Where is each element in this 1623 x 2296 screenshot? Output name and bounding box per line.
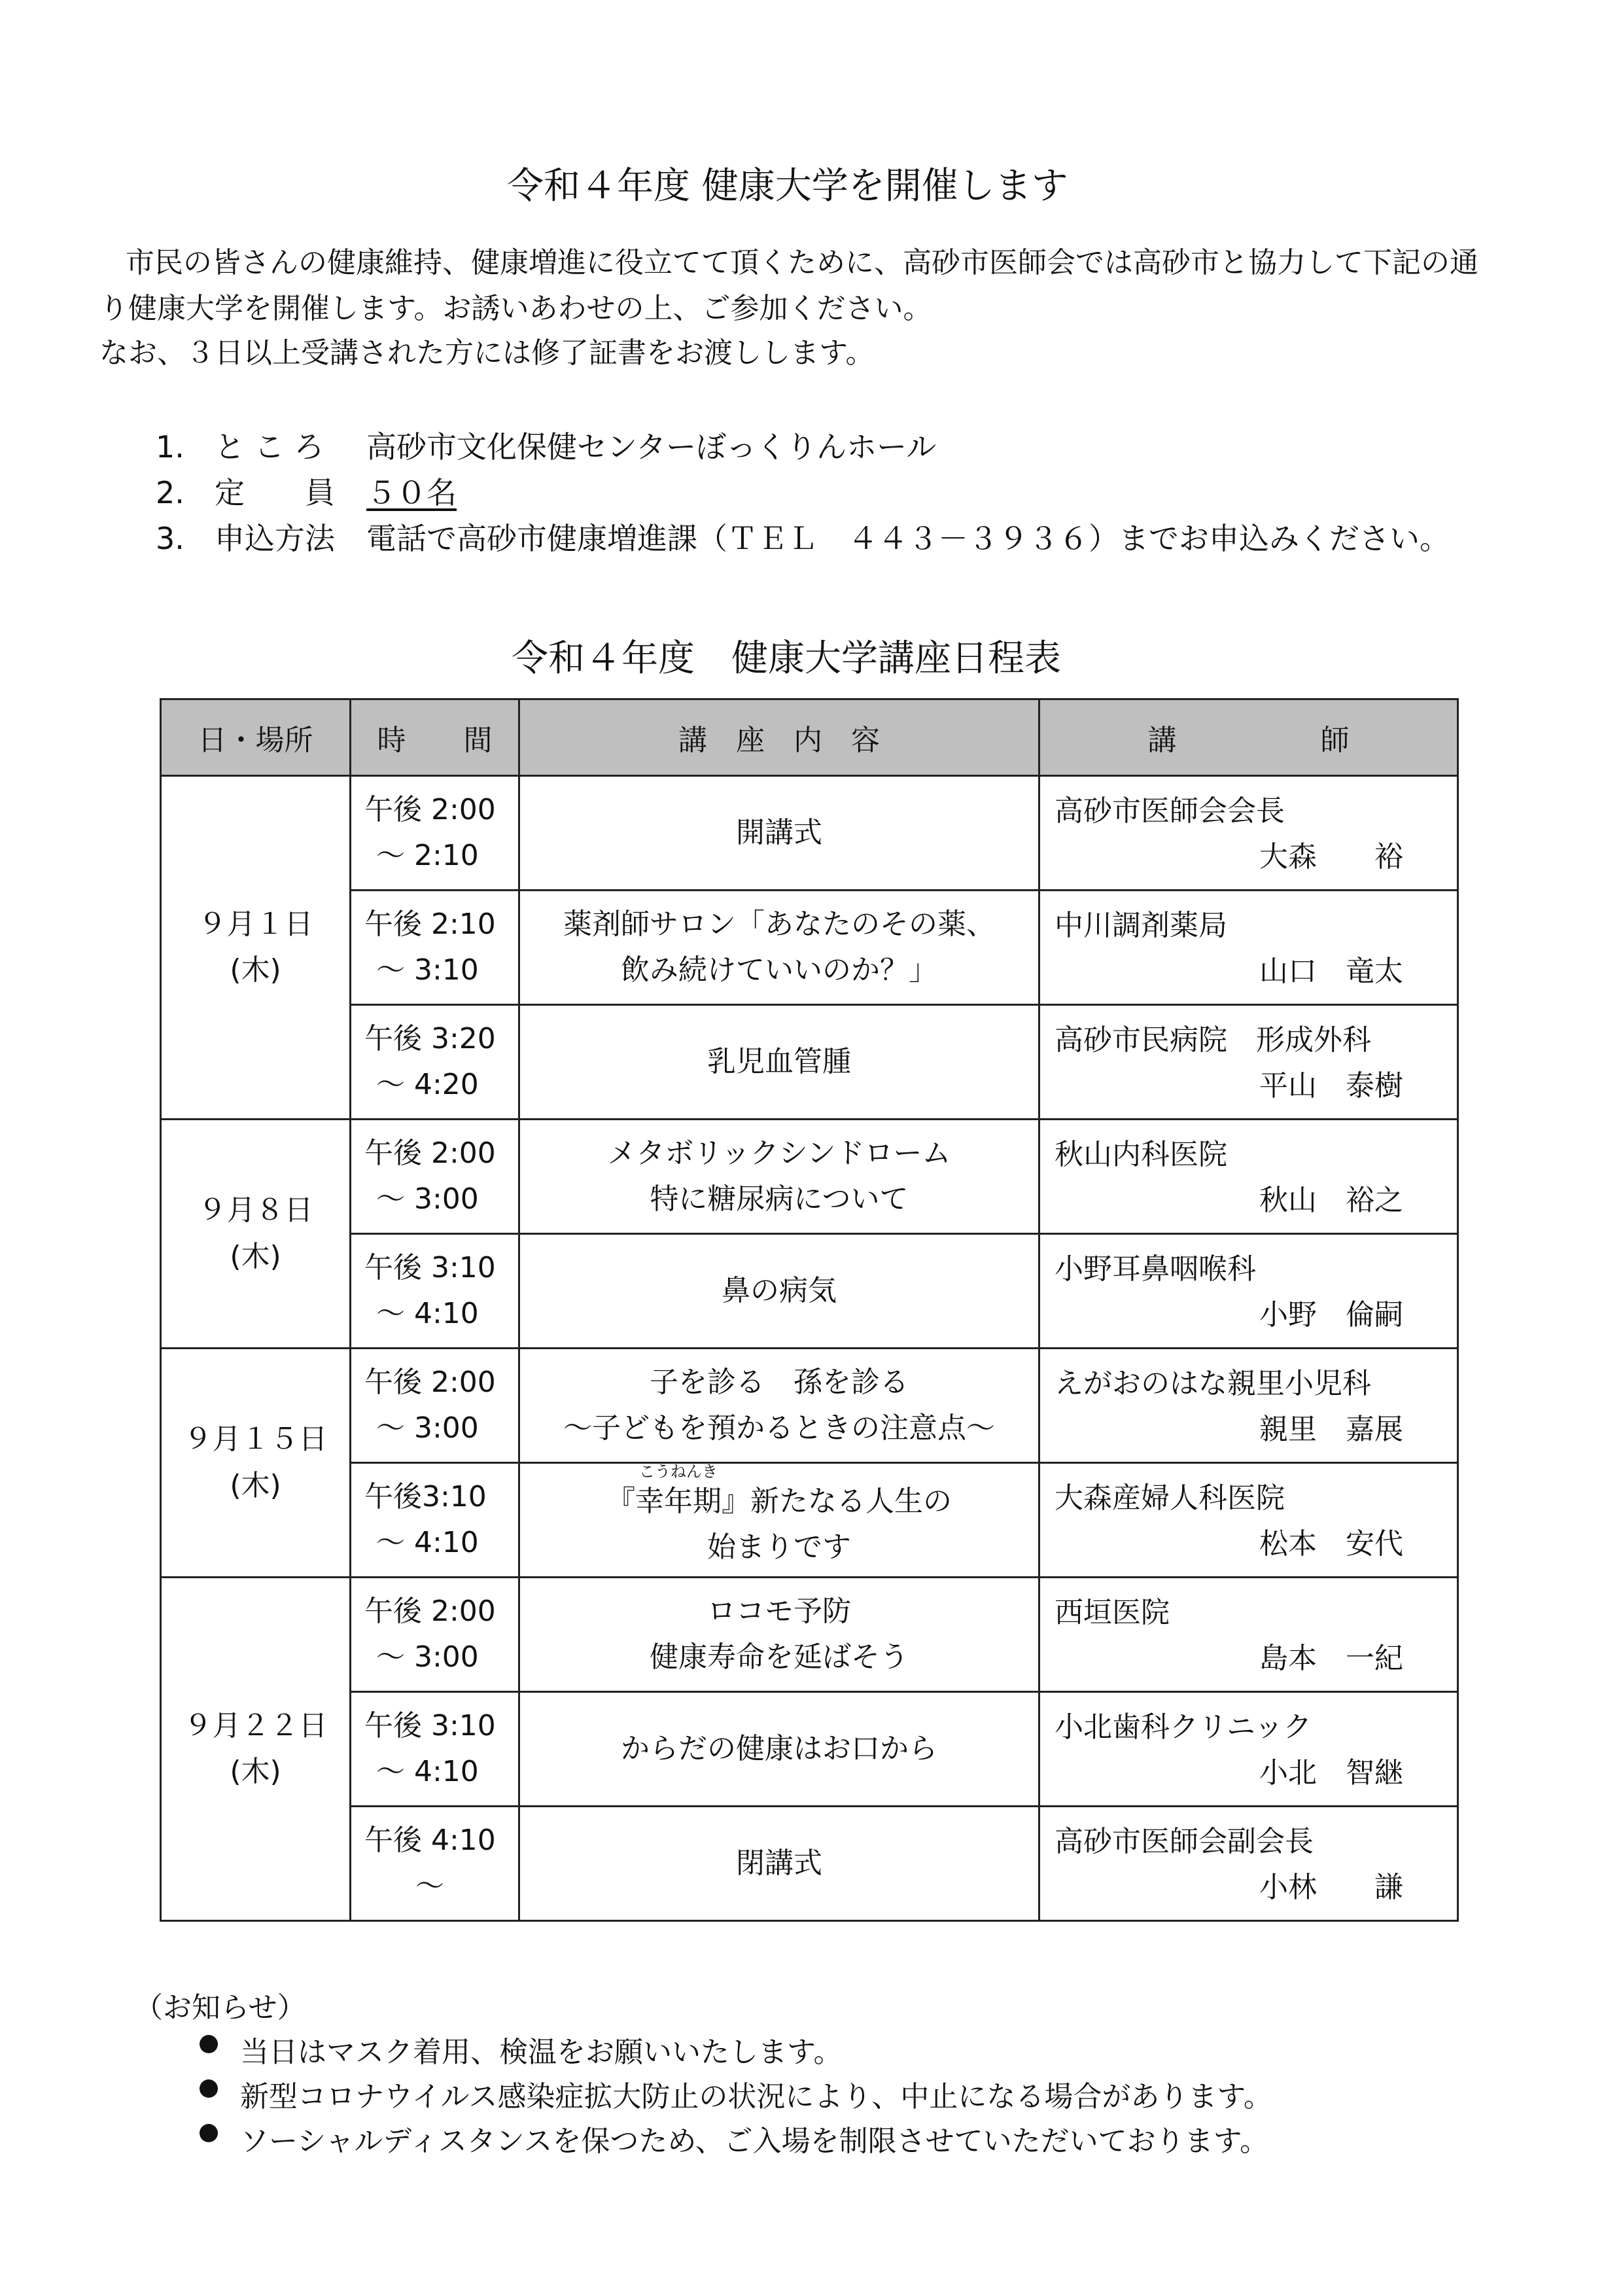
- notice-heading: （お知らせ）: [134, 1991, 306, 2024]
- time-start: 午後 2:00: [364, 792, 496, 826]
- notice-item: [200, 2028, 1377, 2069]
- time-start: 午後 2:00: [364, 1365, 496, 1399]
- lecturer-name: 親里 嘉展: [1259, 1413, 1403, 1446]
- lecturer-cell: [1039, 1234, 1458, 1349]
- bullet-icon: [200, 2124, 218, 2142]
- table-row: [161, 1349, 1458, 1463]
- topic-line-1: 薬剤師サロン「あなたのその薬、: [563, 907, 995, 941]
- topic-cell: [519, 1005, 1039, 1120]
- item-number: 1.: [156, 429, 184, 465]
- table-row: [161, 1005, 1458, 1120]
- intro-line-2: り健康大学を開催します。お誘いあわせの上、ご参加ください。: [99, 292, 932, 325]
- topic-line-1: 鼻の病気: [722, 1273, 837, 1307]
- lecturer-name: 山口 竜太: [1259, 955, 1403, 988]
- lecturer-org: 高砂市医師会副会長: [1055, 1825, 1314, 1858]
- time-end: ～ 2:10: [376, 839, 479, 872]
- lecturer-name: 小野 倫嗣: [1259, 1298, 1403, 1332]
- time-start: 午後 4:10: [364, 1823, 496, 1857]
- topic-line-1: 子を診る 孫を診る: [650, 1365, 909, 1399]
- notice-item: [200, 2073, 1442, 2113]
- bullet-icon: [200, 2035, 218, 2053]
- intro-line-3: なお、３日以上受講された方には修了証書をお渡しします。: [99, 336, 875, 370]
- time-start: 午後3:10: [364, 1479, 487, 1513]
- time-start: 午後 3:20: [364, 1021, 496, 1055]
- topic-cell: [519, 776, 1039, 891]
- time-end: ～ 3:00: [376, 1640, 479, 1674]
- item-number: 2.: [156, 475, 184, 510]
- time-end: ～ 3:00: [376, 1182, 479, 1216]
- weekday-text: (木): [230, 1755, 281, 1788]
- topic-line-1: メタボリックシンドローム: [607, 1136, 951, 1170]
- item-label: 申込方法: [215, 521, 335, 556]
- header-lecturer: 講 師: [1039, 699, 1458, 776]
- lecturer-org: えがおのはな親里小児科: [1055, 1367, 1371, 1400]
- lecturer-cell: [1039, 1578, 1458, 1692]
- lecturer-name: 島本 一紀: [1259, 1642, 1403, 1675]
- table-header-row: [161, 699, 1458, 776]
- time-end: ～ 4:10: [376, 1526, 479, 1559]
- lecturer-cell: [1039, 776, 1458, 891]
- topic-cell: [519, 1692, 1039, 1807]
- lecturer-name: 松本 安代: [1259, 1527, 1403, 1561]
- topic-cell: [519, 891, 1039, 1005]
- topic-line-1: からだの健康はお口から: [621, 1731, 937, 1765]
- topic-line-1: 閉講式: [736, 1846, 822, 1880]
- lecturer-cell: [1039, 891, 1458, 1005]
- time-start: 午後 2:00: [364, 1594, 496, 1628]
- ruby-word: [635, 1462, 722, 1525]
- table-row: [161, 891, 1458, 1005]
- date-text: ９月２２日: [183, 1708, 328, 1742]
- time-cell: [351, 1463, 519, 1578]
- lecturer-org: 西垣医院: [1055, 1596, 1170, 1629]
- table-row: [161, 1578, 1458, 1692]
- topic-line-1: 乳児血管腫: [707, 1044, 851, 1078]
- topic-line-2: 始まりです: [707, 1530, 851, 1564]
- table-row: [161, 1463, 1458, 1578]
- time-cell: [351, 1234, 519, 1349]
- topic-line-2: 飲み続けていいのか？」: [621, 953, 937, 987]
- time-start: 午後 3:10: [364, 1708, 496, 1742]
- date-text: ９月１日: [198, 907, 313, 941]
- topic-cell: [519, 1578, 1039, 1692]
- time-start: 午後 2:10: [364, 907, 496, 941]
- lecturer-org: 秋山内科医院: [1055, 1138, 1227, 1171]
- topic-line-2: 特に糖尿病について: [650, 1182, 909, 1216]
- ruby-reading: こうねんき: [639, 1462, 718, 1481]
- topic-line-2: 健康寿命を延ばそう: [650, 1640, 909, 1674]
- header-time: 時 間: [351, 699, 519, 776]
- lecturer-org: 高砂市民病院 形成外科: [1055, 1023, 1371, 1057]
- time-cell: [351, 1692, 519, 1807]
- weekday-text: (木): [230, 1468, 281, 1502]
- info-item-application: [156, 523, 1529, 556]
- item-value: 電話で高砂市健康増進課（ＴＥＬ ４４３－３９３６）までお申込みください。: [366, 521, 1450, 556]
- lecturer-cell: [1039, 1120, 1458, 1234]
- date-text: ９月８日: [198, 1193, 313, 1227]
- item-value: 高砂市文化保健センターぼっくりんホール: [366, 429, 937, 465]
- time-cell: [351, 1807, 519, 1921]
- time-end: ～ 4:20: [376, 1068, 479, 1101]
- lecturer-name: 大森 裕: [1259, 840, 1403, 874]
- time-end: ～ 3:10: [376, 953, 479, 987]
- lecturer-name: 小林 謙: [1259, 1871, 1403, 1904]
- bullet-icon: [200, 2079, 218, 2098]
- lecturer-org: 小北歯科クリニック: [1055, 1710, 1312, 1744]
- topic-line-1: ロコモ予防: [707, 1594, 851, 1628]
- time-cell: [351, 1349, 519, 1463]
- intro-line-1: 市民の皆さんの健康維持、健康増進に役立てて頂くために、高砂市医師会では高砂市と協力して下記の通: [126, 246, 1478, 279]
- lecturer-cell: [1039, 1807, 1458, 1921]
- info-item-capacity: [156, 475, 1464, 510]
- lecturer-cell: [1039, 1463, 1458, 1578]
- schedule-title: 令和４年度 健康大学講座日程表: [512, 637, 1061, 680]
- date-cell: [161, 776, 351, 1120]
- time-cell: [351, 1578, 519, 1692]
- lecturer-org: 大森産婦人科医院: [1055, 1481, 1285, 1515]
- time-cell: [351, 891, 519, 1005]
- topic-cell: [519, 1349, 1039, 1463]
- time-cell: [351, 1005, 519, 1120]
- time-cell: [351, 1120, 519, 1234]
- item-label: と こ ろ: [215, 429, 324, 465]
- time-end: ～ 4:10: [376, 1755, 479, 1788]
- notice-item: [200, 2117, 1442, 2158]
- time-end: ～: [415, 1869, 444, 1903]
- table-row: [161, 1234, 1458, 1349]
- lecturer-org: 小野耳鼻咽喉科: [1055, 1252, 1256, 1286]
- topic-line-2: ～子どもを預かるときの注意点～: [563, 1411, 995, 1445]
- item-value: ５０名: [366, 475, 457, 510]
- notice-text: ソーシャルディスタンスを保つため、ご入場を制限させていただいております。: [240, 2125, 1269, 2158]
- time-start: 午後 3:10: [364, 1250, 496, 1284]
- topic-cell: [519, 1807, 1039, 1921]
- time-end: ～ 3:00: [376, 1411, 479, 1445]
- header-topic: 講 座 内 容: [519, 699, 1039, 776]
- table-row: [161, 1692, 1458, 1807]
- time-end: ～ 4:10: [376, 1297, 479, 1330]
- date-cell: [161, 1120, 351, 1349]
- page-title: 令和４年度 健康大学を開催します: [507, 165, 1068, 207]
- topic-line-1: 開講式: [736, 815, 822, 849]
- topic-cell: [519, 1234, 1039, 1349]
- topic-bracket-open: 『: [606, 1484, 635, 1518]
- weekday-text: (木): [230, 1239, 281, 1273]
- lecturer-name: 小北 智継: [1259, 1756, 1403, 1790]
- topic-line-1: [520, 1462, 1038, 1525]
- table-row: [161, 1120, 1458, 1234]
- lecturer-name: 平山 泰樹: [1259, 1069, 1403, 1103]
- schedule-table: [160, 698, 1459, 1922]
- lecturer-cell: [1039, 1692, 1458, 1807]
- table-row: [161, 776, 1458, 891]
- lecturer-org: 中川調剤薬局: [1055, 909, 1227, 942]
- topic-bracket-rest: 』新たなる人生の: [722, 1484, 952, 1518]
- notice-text: 新型コロナウイルス感染症拡大防止の状況により、中止になる場合があります。: [240, 2080, 1272, 2113]
- table-row: [161, 1807, 1458, 1921]
- date-cell: [161, 1349, 351, 1578]
- date-text: ９月１５日: [183, 1422, 328, 1457]
- lecturer-name: 秋山 裕之: [1259, 1184, 1403, 1217]
- topic-cell: [519, 1120, 1039, 1234]
- time-cell: [351, 776, 519, 891]
- time-start: 午後 2:00: [364, 1136, 496, 1170]
- date-cell: [161, 1578, 351, 1921]
- info-item-location: [156, 429, 1464, 465]
- item-label: 定 員: [215, 475, 335, 510]
- lecturer-cell: [1039, 1349, 1458, 1463]
- lecturer-cell: [1039, 1005, 1458, 1120]
- topic-cell: [519, 1463, 1039, 1578]
- ruby-base: 幸年期: [635, 1484, 722, 1518]
- header-date: 日・場所: [161, 699, 351, 776]
- item-number: 3.: [156, 521, 184, 556]
- weekday-text: (木): [230, 953, 281, 987]
- lecturer-org: 高砂市医師会会長: [1055, 794, 1285, 828]
- notice-text: 当日はマスク着用、検温をお願いいたします。: [240, 2036, 843, 2069]
